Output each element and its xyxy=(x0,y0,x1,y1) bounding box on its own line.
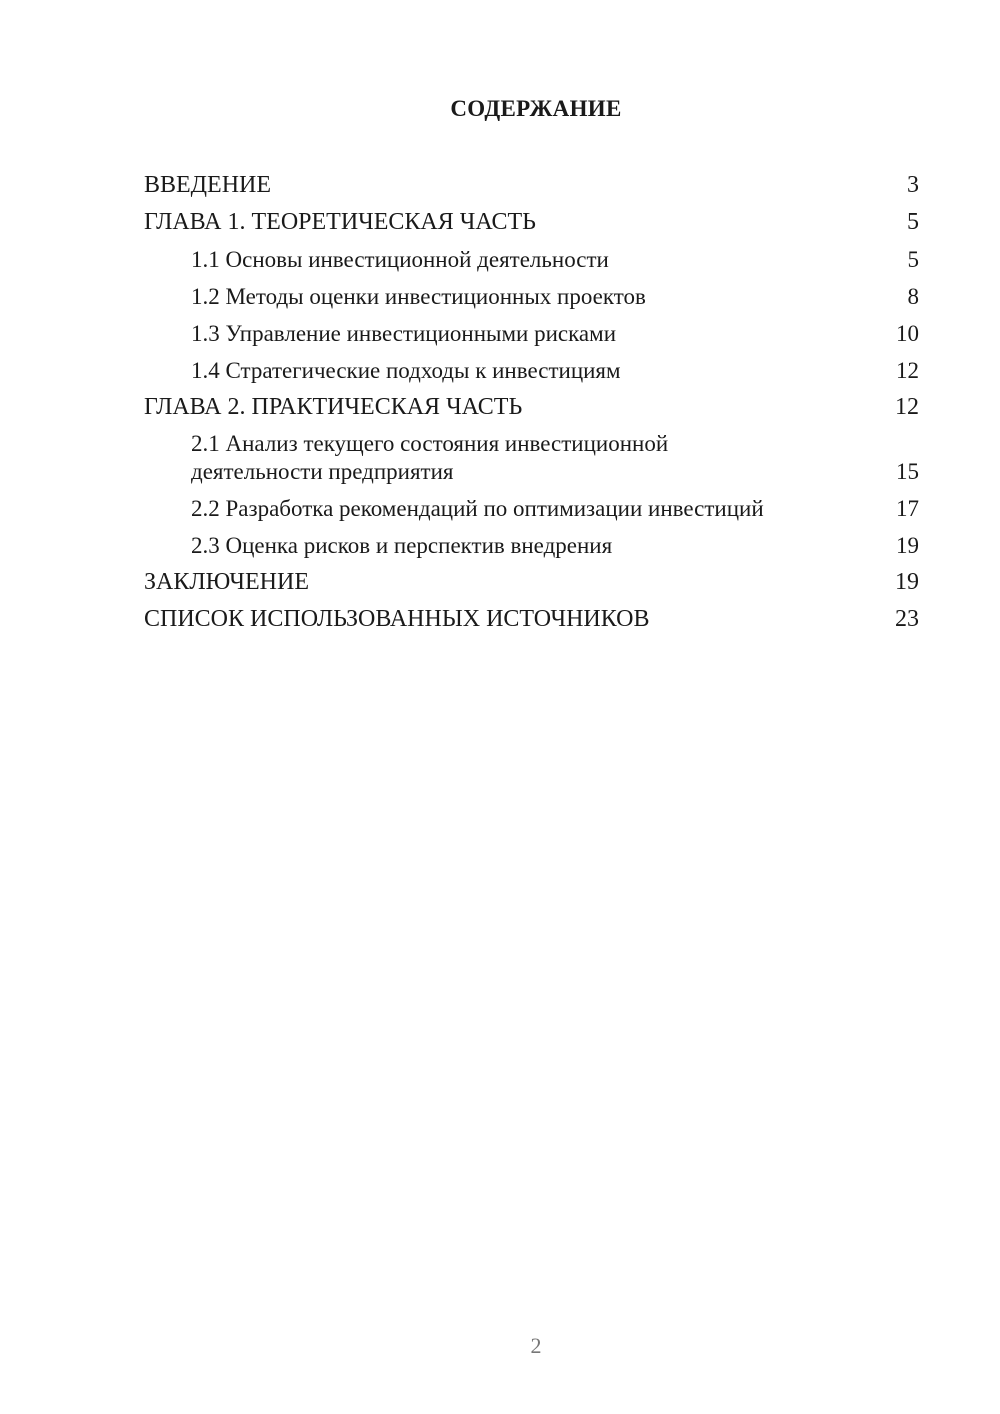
toc-entry-section-2-2[interactable] xyxy=(144,490,919,527)
toc-entry-page: 10 xyxy=(896,321,919,346)
page-number: 2 xyxy=(530,1333,542,1358)
toc-entry-section-2-1[interactable] xyxy=(144,426,919,490)
toc-entry-label: ЗАКЛЮЧЕНИЕ xyxy=(144,569,309,595)
toc-entry-section-1-3[interactable] xyxy=(144,315,919,352)
toc-entry-label: 1.1 Основы инвестиционной деятельности xyxy=(191,247,609,272)
toc-entry-page: 23 xyxy=(895,606,919,632)
toc-entry-label: 1.2 Методы оценки инвестиционных проектов xyxy=(191,284,646,309)
toc-entry-label: 2.1 Анализ текущего состояния инвестиционной деятельности предприятия xyxy=(191,431,669,484)
toc-entry-conclusion[interactable] xyxy=(144,564,919,601)
toc-entry-page: 17 xyxy=(896,496,919,521)
toc-entry-references[interactable] xyxy=(144,601,919,638)
table-of-contents xyxy=(144,167,919,638)
toc-entry-page: 19 xyxy=(896,533,919,558)
toc-entry-section-1-2[interactable] xyxy=(144,278,919,315)
toc-entry-chapter-1[interactable] xyxy=(144,204,919,241)
toc-entry-page: 12 xyxy=(895,394,919,420)
toc-entry-page: 5 xyxy=(907,247,919,272)
toc-entry-label: 1.3 Управление инвестиционными рисками xyxy=(191,321,617,346)
toc-entry-page: 12 xyxy=(896,358,919,383)
toc-entry-label: 2.3 Оценка рисков и перспектив внедрения xyxy=(191,533,613,558)
toc-entry-label: ГЛАВА 1. ТЕОРЕТИЧЕСКАЯ ЧАСТЬ xyxy=(144,209,536,235)
toc-entry-section-1-4[interactable] xyxy=(144,352,919,389)
toc-entry-label: 1.4 Стратегические подходы к инвестициям xyxy=(191,358,621,383)
toc-entry-page: 19 xyxy=(895,569,919,595)
toc-entry-label: ГЛАВА 2. ПРАКТИЧЕСКАЯ ЧАСТЬ xyxy=(144,394,523,420)
toc-entry-label: СПИСОК ИСПОЛЬЗОВАННЫХ ИСТОЧНИКОВ xyxy=(144,606,650,632)
toc-entry-page: 3 xyxy=(907,172,919,198)
toc-entry-page: 15 xyxy=(896,459,919,484)
page-title: СОДЕРЖАНИЕ xyxy=(450,96,622,121)
toc-entry-page: 5 xyxy=(907,209,919,235)
toc-entry-label: 2.2 Разработка рекомендаций по оптимизации инвестиций xyxy=(191,496,764,521)
toc-entry-section-2-3[interactable] xyxy=(144,527,919,564)
toc-entry-introduction[interactable] xyxy=(144,167,919,204)
toc-entry-page: 8 xyxy=(907,284,919,309)
toc-entry-label: ВВЕДЕНИЕ xyxy=(144,172,272,198)
toc-entry-section-1-1[interactable] xyxy=(144,241,919,278)
toc-entry-chapter-2[interactable] xyxy=(144,389,919,426)
